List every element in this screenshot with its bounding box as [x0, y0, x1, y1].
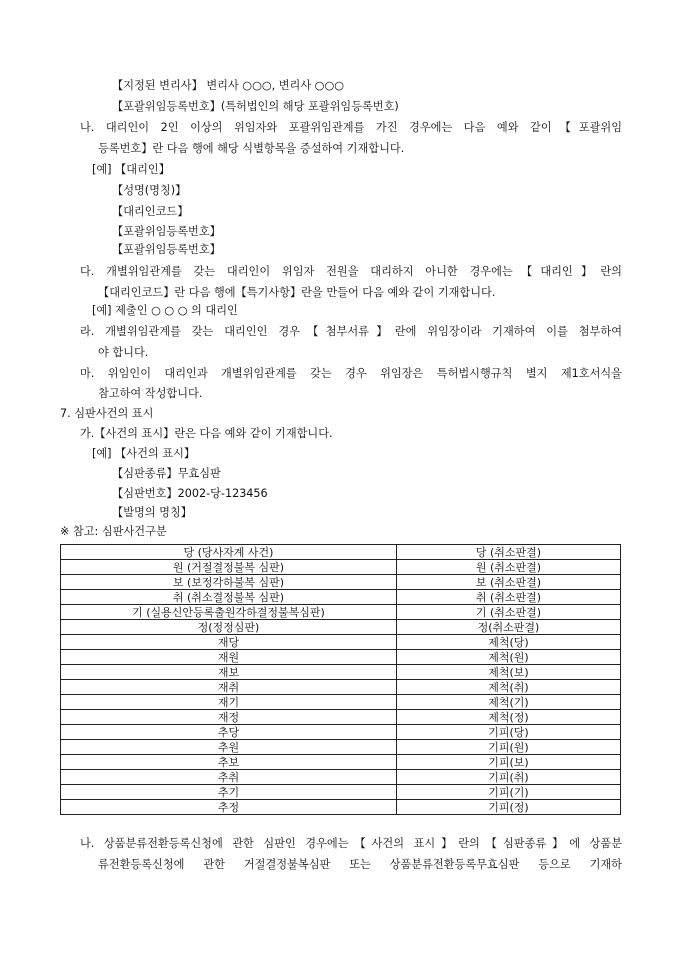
table-cell: 당 (취소판결) — [397, 545, 621, 560]
table-cell: 재보 — [61, 665, 397, 680]
table-cell: 기피(보) — [397, 755, 621, 770]
table-cell: 당 (당사자계 사건) — [61, 545, 397, 560]
example-name-field: 【성명(명칭)】 — [112, 184, 187, 197]
table-cell: 원 (취소판결) — [397, 560, 621, 575]
designated-patent-attorney-line: 【지정된 변리사】 변리사 ○○○, 변리사 ○○○ — [112, 79, 344, 92]
item-ma-paragraph-line2: 참고하여 작성합니다. — [98, 387, 203, 400]
table-cell: 재취 — [61, 680, 397, 695]
table-row — [61, 710, 621, 725]
table-cell: 취 (취소판결) — [397, 590, 621, 605]
table-row — [61, 785, 621, 800]
table-cell: 제척(보) — [397, 665, 621, 680]
table-cell: 재기 — [61, 695, 397, 710]
table-cell: 추정 — [61, 800, 397, 815]
example-case-heading: [예] 【사건의 표시】 — [92, 447, 196, 460]
table-row — [61, 575, 621, 590]
table-row — [61, 605, 621, 620]
table-row — [61, 755, 621, 770]
example-trial-type: 【심판종류】무효심판 — [112, 467, 221, 480]
table-cell: 원 (거절결정불복 심판) — [61, 560, 397, 575]
table-row — [61, 590, 621, 605]
table-cell: 추취 — [61, 770, 397, 785]
table-cell: 기피(정) — [397, 800, 621, 815]
table-cell: 추원 — [61, 740, 397, 755]
table-row — [61, 695, 621, 710]
item-ra-paragraph-line1: 라. 개별위임관계를 갖는 대리인인 경우【첨부서류】란에 위임장이라 기재하여 이를 첨부하여 — [80, 325, 622, 338]
table-cell: 제척(취) — [397, 680, 621, 695]
table-row — [61, 770, 621, 785]
table-cell: 재원 — [61, 650, 397, 665]
table-row — [61, 620, 621, 635]
table-cell: 취 (취소결정불복 심판) — [61, 590, 397, 605]
table-cell: 제척(당) — [397, 635, 621, 650]
table-cell: 제척(원) — [397, 650, 621, 665]
example-agent-heading: [예] 【대리인】 — [92, 163, 170, 176]
example-trial-number: 【심판번호】2002-당-123456 — [112, 487, 268, 500]
example-poa-number-field-1: 【포괄위임등록번호】 — [112, 225, 221, 238]
example-poa-number-field-2: 【포괄위임등록번호】 — [112, 243, 221, 256]
reference-note: ※ 참고: 심판사건구분 — [60, 525, 167, 538]
table-row — [61, 560, 621, 575]
table-row — [61, 650, 621, 665]
table-row — [61, 680, 621, 695]
table-cell: 보 (취소판결) — [397, 575, 621, 590]
item-ga-paragraph: 가.【사건의 표시】란은 다음 예와 같이 기재합니다. — [80, 427, 333, 440]
table-cell: 기 (취소판결) — [397, 605, 621, 620]
table-row — [61, 725, 621, 740]
item-na-paragraph-line1: 나. 대리인이 2인 이상의 위임자와 포괄위임관계를 가진 경우에는 다음 예와 같이【포괄위임 — [80, 121, 622, 134]
product-class-conversion-paragraph-line1: 나. 상품분류전환등록신청에 관한 심판인 경우에는【사건의 표시】란의【심판종류】에 상품분 — [80, 837, 622, 850]
table-cell: 기 (실용신안등록출원각하결정불복심판) — [61, 605, 397, 620]
product-class-conversion-paragraph-line2: 류전환등록신청에 관한 거절결정불복심판 또는 상품분류전환등록무효심판 등으로 기재하 — [98, 858, 622, 871]
item-da-paragraph-line1: 다. 개별위임관계를 갖는 대리인이 위임자 전원을 대리하지 아니한 경우에는【대리인】란의 — [80, 265, 622, 278]
table-row — [61, 545, 621, 560]
section-7-heading: 7. 심판사건의 표시 — [60, 407, 154, 420]
blanket-poa-number-line: 【포괄위임등록번호】(특허법인의 해당 포괄위임등록번호) — [112, 100, 399, 113]
example-submitter-agent: [예] 제출인 ○ ○ ○ 의 대리인 — [92, 304, 238, 317]
item-ma-paragraph-line1: 마. 위임인이 대리인과 개별위임관계를 갖는 경우 위임장은 특허법시행규칙 별지 제1호서식을 — [80, 367, 622, 380]
table-cell: 정(취소판결) — [397, 620, 621, 635]
table-cell: 기피(원) — [397, 740, 621, 755]
table-cell: 기피(기) — [397, 785, 621, 800]
trial-case-classification-table — [60, 544, 621, 815]
table-cell: 추기 — [61, 785, 397, 800]
table-row — [61, 665, 621, 680]
example-agent-code-field: 【대리인코드】 — [112, 205, 189, 218]
table-cell: 제척(기) — [397, 695, 621, 710]
table-cell: 추당 — [61, 725, 397, 740]
table-row — [61, 800, 621, 815]
table-cell: 추보 — [61, 755, 397, 770]
table-cell: 정(정정심판) — [61, 620, 397, 635]
table-row — [61, 635, 621, 650]
table-cell: 재정 — [61, 710, 397, 725]
table-cell: 기피(당) — [397, 725, 621, 740]
item-ra-paragraph-line2: 야 합니다. — [98, 346, 149, 359]
table-cell: 재당 — [61, 635, 397, 650]
example-invention-title: 【발명의 명칭】 — [112, 506, 192, 519]
table-cell: 기피(취) — [397, 770, 621, 785]
table-cell: 제척(정) — [397, 710, 621, 725]
table-row — [61, 740, 621, 755]
item-da-paragraph-line2: 【대리인코드】란 다음 행에【특기사항】란을 만들어 다음 예와 같이 기재합니다. — [98, 286, 496, 299]
table-cell: 보 (보정각하불복 심판) — [61, 575, 397, 590]
item-na-paragraph-line2: 등록번호】란 다음 행에 해당 식별항목을 증설하여 기재합니다. — [98, 142, 405, 155]
